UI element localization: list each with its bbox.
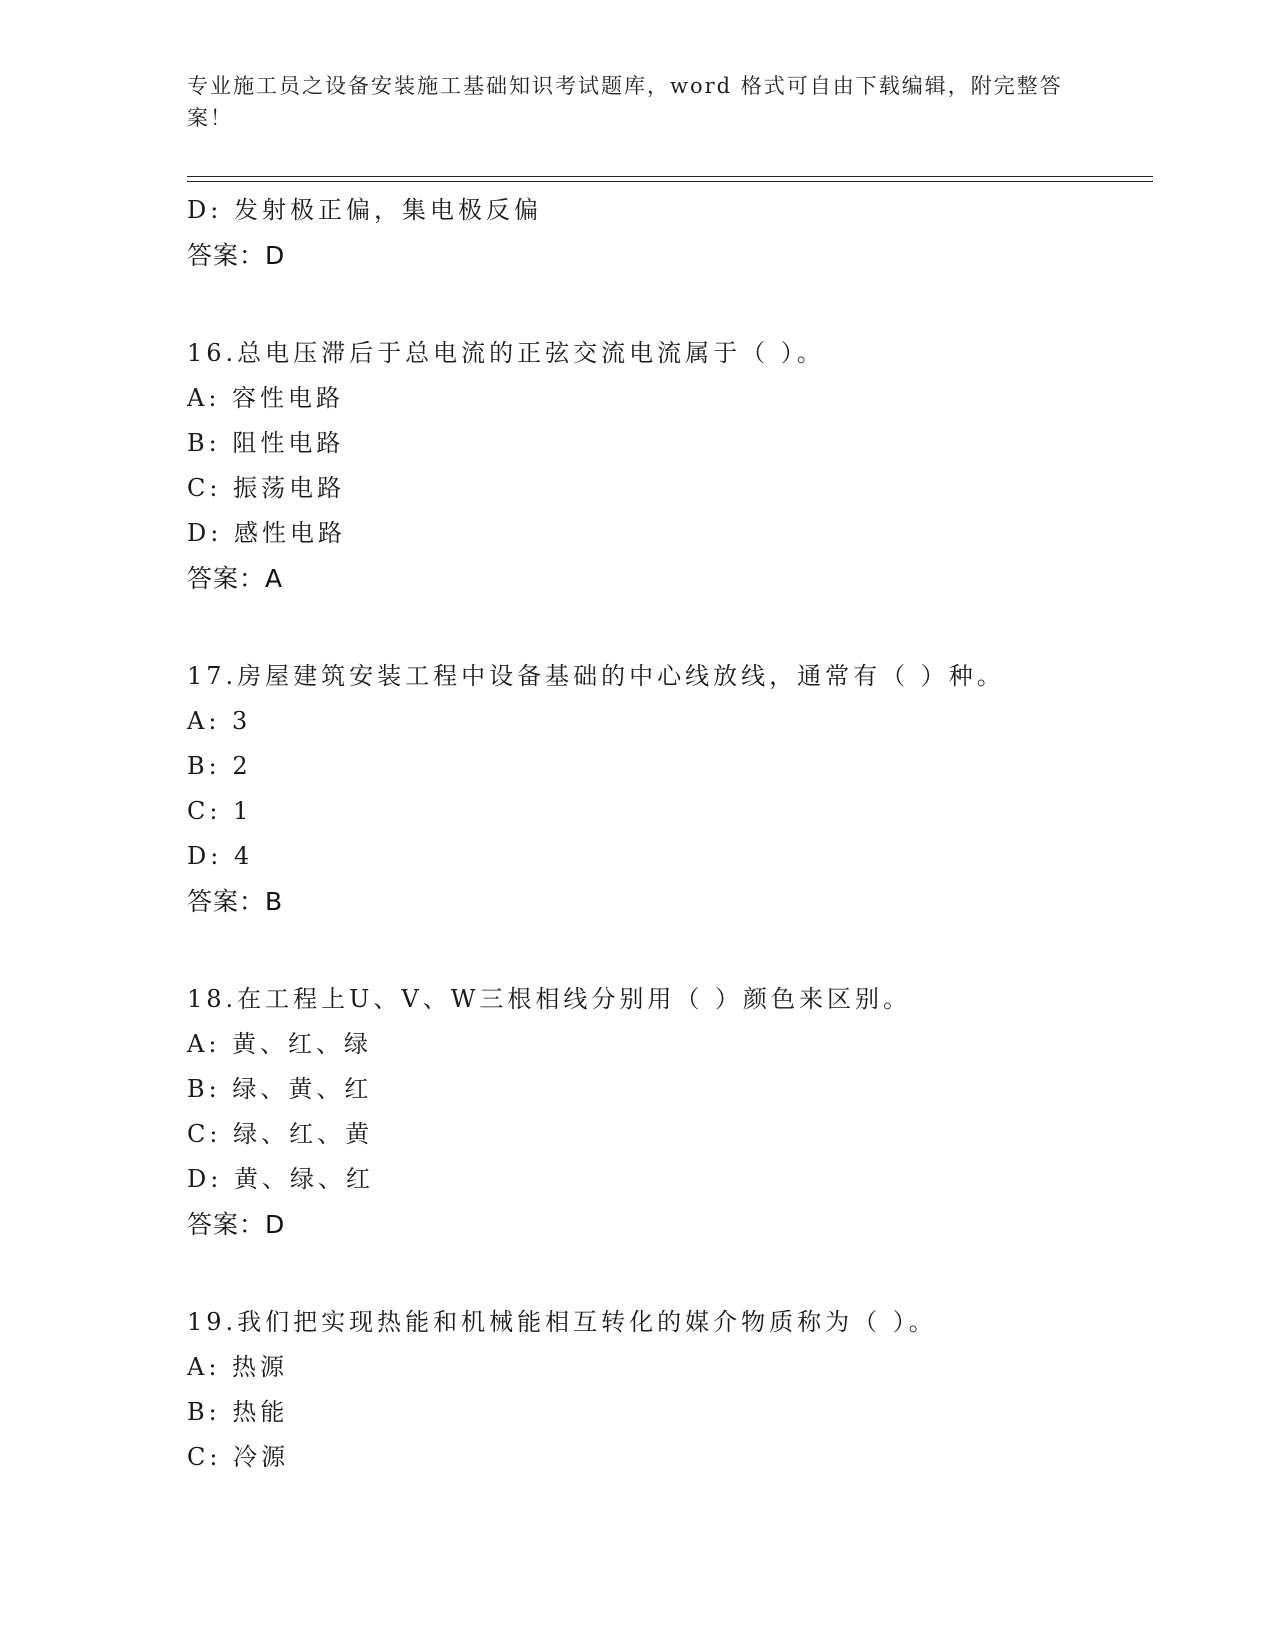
header-divider-bottom [187, 181, 1153, 182]
answer-line: 答案：A [187, 564, 284, 593]
option-b: B: 绿、黄、红 [187, 1075, 373, 1103]
option-c: C: 冷源 [187, 1443, 290, 1471]
answer-line: 答案：B [187, 887, 284, 916]
option-d: D: 感性电路 [187, 519, 346, 547]
option-d: D: 发射极正偏，集电极反偏 [187, 196, 542, 224]
question-17 [187, 654, 1147, 924]
option-d: D: 4 [187, 842, 254, 870]
question-stem: 18.在工程上U、V、W三根相线分别用（ ）颜色来区别。 [187, 985, 912, 1013]
answer-line: 答案：D [187, 241, 286, 270]
question-stem: 19.我们把实现热能和机械能相互转化的媒介物质称为（ ）。 [187, 1308, 937, 1336]
option-a: A: 容性电路 [187, 384, 345, 412]
previous-question-tail [187, 188, 1147, 278]
document-header: 专业施工员之设备安装施工基础知识考试题库，word 格式可自由下载编辑，附完整答案！ [187, 74, 1063, 130]
option-c: C: 绿、红、黄 [187, 1120, 374, 1148]
question-stem: 16.总电压滞后于总电流的正弦交流电流属于（ ）。 [187, 339, 825, 367]
option-d: D: 黄、绿、红 [187, 1165, 374, 1193]
option-b: B: 2 [187, 752, 252, 780]
option-c: C: 1 [187, 797, 253, 825]
option-a: A: 黄、红、绿 [187, 1030, 373, 1058]
question-stem: 17.房屋建筑安装工程中设备基础的中心线放线，通常有（ ）种。 [187, 662, 1005, 690]
option-b: B: 热能 [187, 1398, 289, 1426]
question-16 [187, 331, 1147, 601]
answer-line: 答案：D [187, 1210, 286, 1239]
question-18 [187, 977, 1147, 1247]
option-b: B: 阻性电路 [187, 429, 345, 457]
question-19 [187, 1300, 1147, 1480]
option-c: C: 振荡电路 [187, 474, 346, 502]
option-a: A: 热源 [187, 1353, 289, 1381]
option-a: A: 3 [187, 707, 252, 735]
question-list [187, 188, 1147, 1480]
header-divider-top [187, 176, 1153, 177]
